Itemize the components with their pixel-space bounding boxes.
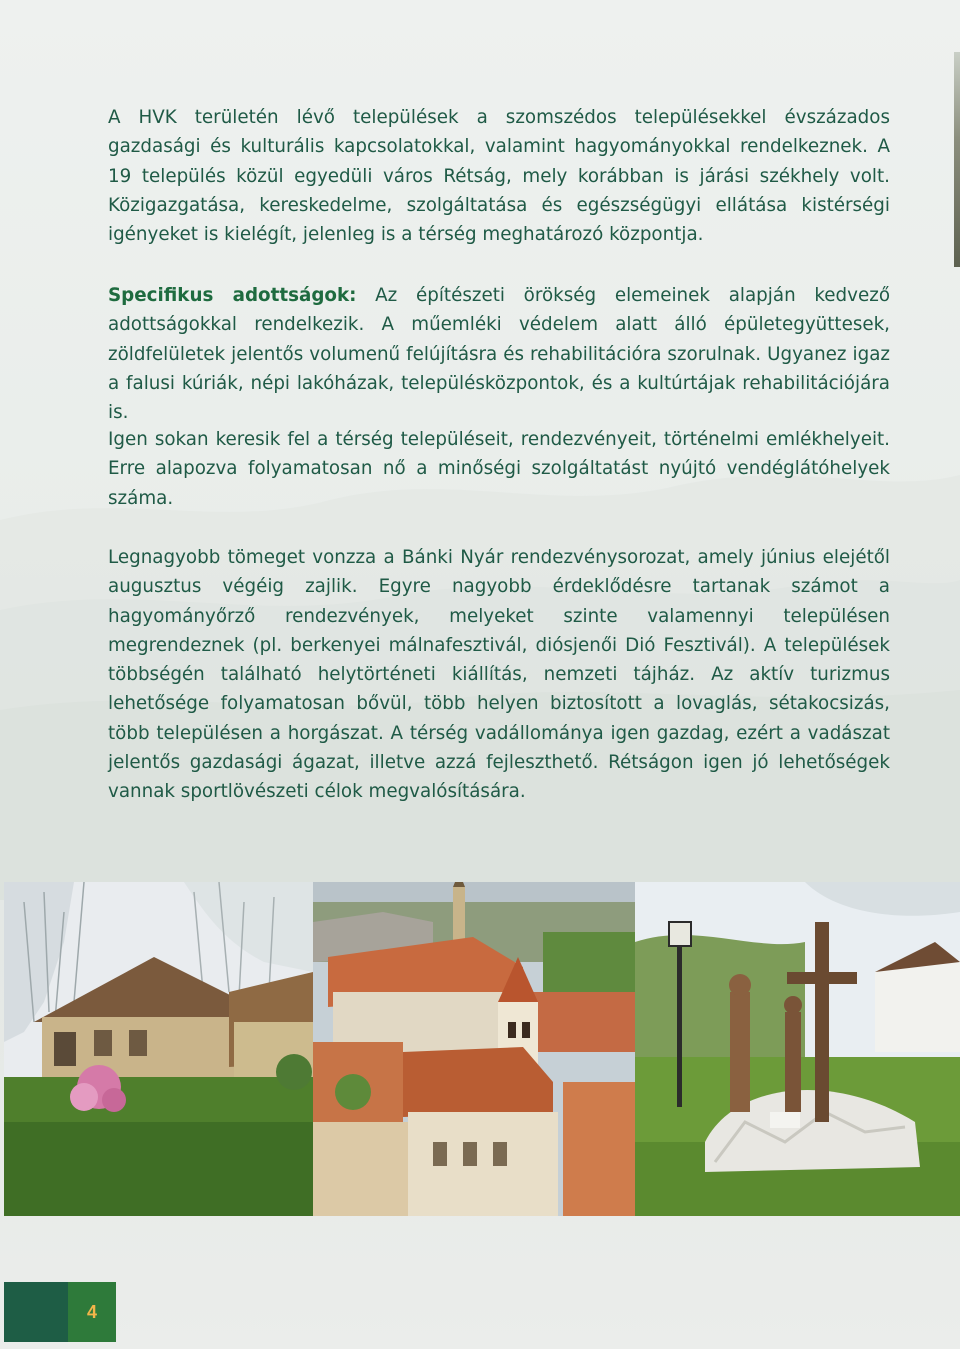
photo-old-house bbox=[4, 882, 313, 1216]
footer-dark-block bbox=[4, 1282, 68, 1342]
paragraph-events bbox=[108, 543, 890, 807]
paragraph-visitors-text: Igen sokan keresik fel a térség településeit, rendezvényeit, történelmi emlékhelyeit. Erre alapozva folyamatosan nő a minőségi szolgáltatást nyújtó vendéglátóhelyek száma. bbox=[108, 429, 890, 509]
paragraph-events-text: Legnagyobb tömeget vonzza a Bánki Nyár rendezvénysorozat, amely június elejétől augusztus végéig zajlik. Egyre nagyobb érdeklődésre tartanak számot a hagyományőrző rendezvények, melyeket szinte valamennyi településen megrendeznek (pl. berkenyei málnafesztivál, diósjenői Dió Fesztivál). A települések többségén található helytörténeti kiállítás, nemzeti tájház. Az aktív turizmus lehetősége folyamatosan bővül, több helyen biztosított a lovaglás, sétakocsizás, több településen a horgászat. A térség vadállománya igen gazdag, ezért a vadászat jelentős gazdasági ágazat, illetve azzá fejleszthető. Rétságon igen jó lehetőségek vannak sportlövészeti célok megvalósítására. bbox=[108, 547, 890, 803]
photo-town-churches bbox=[313, 882, 635, 1216]
footer-band bbox=[4, 1282, 960, 1342]
page-number: 4 bbox=[68, 1282, 116, 1342]
photo-wooden-cross bbox=[635, 882, 960, 1216]
paragraph-specific bbox=[108, 281, 890, 427]
paragraph-lead: Specifikus adottságok: bbox=[108, 285, 357, 306]
paragraph-intro bbox=[108, 103, 890, 249]
paragraph-visitors bbox=[108, 425, 890, 513]
edge-photo-strip bbox=[954, 52, 960, 267]
paragraph-intro-text: A HVK területén lévő települések a szomszédos településekkel évszázados gazdasági és kulturális kapcsolatokkal, valamint hagyományokkal rendelkeznek. A 19 település közül egyedüli város Rétság, mely korábban is járási székhely volt. Közigazgatása, kereskedelme, szolgáltatása és egészségügyi ellátása kistérségi igényeket is kielégít, jelenleg is a térség meghatározó központja. bbox=[108, 107, 890, 246]
paragraph-specific-text: Az építészeti örökség elemeinek alapján kedvező adottságokkal rendelkezik. A műemléki védelem alatt álló épületegyüttesek, zöldfelületek jelentős volumenű felújításra és rehabilitációra szorulnak. Ugyanez igaz a falusi kúriák, népi lakóházak, településközpontok, és a kultúrtájak rehabilitációjára is. bbox=[108, 285, 891, 424]
